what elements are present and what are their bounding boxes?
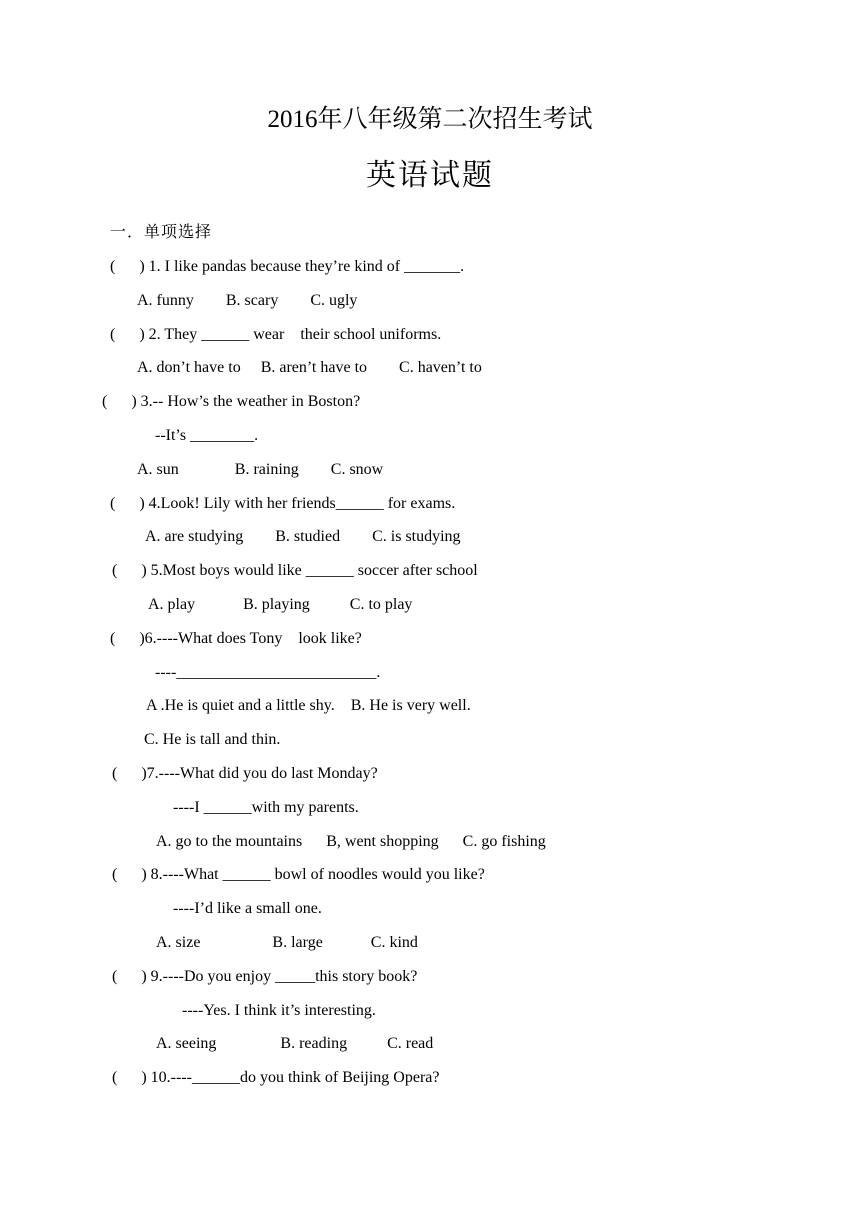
question-8-options: A. size B. large C. kind <box>156 934 418 951</box>
exam-subtitle: 英语试题 <box>366 159 494 192</box>
exam-title: 2016年八年级第二次招生考试 <box>267 106 593 133</box>
question-3-options: A. sun B. raining C. snow <box>137 461 384 478</box>
question-6-stem: ( )6.----What does Tony look like? <box>110 630 362 647</box>
question-5-options: A. play B. playing C. to play <box>148 596 413 613</box>
question-7-options: A. go to the mountains B, went shopping C. go fishing <box>156 833 546 850</box>
question-9-options: A. seeing B. reading C. read <box>156 1035 434 1052</box>
question-1-options: A. funny B. scary C. ugly <box>137 292 358 309</box>
question-9-reply: ----Yes. I think it’s interesting. <box>182 1002 376 1019</box>
question-9-stem: ( ) 9.----Do you enjoy _____this story book? <box>112 968 418 985</box>
question-8-reply: ----I’d like a small one. <box>173 900 322 917</box>
question-2-stem: ( ) 2. They ______ wear their school uniforms. <box>110 326 442 343</box>
question-3-reply: --It’s ________. <box>155 427 259 444</box>
section-heading: 一．单项选择 <box>110 222 213 241</box>
question-6-reply: ----_________________________. <box>155 664 381 681</box>
question-6-options-2: C. He is tall and thin. <box>144 731 281 748</box>
question-1-stem: ( ) 1. I like pandas because they’re kind of _______. <box>110 258 465 275</box>
question-3-stem: ( ) 3.-- How’s the weather in Boston? <box>102 393 361 410</box>
question-7-stem: ( )7.----What did you do last Monday? <box>112 765 378 782</box>
question-8-stem: ( ) 8.----What ______ bowl of noodles would you like? <box>112 866 485 883</box>
question-6-options: A .He is quiet and a little shy. B. He is very well. <box>146 697 471 714</box>
question-5-stem: ( ) 5.Most boys would like ______ soccer after school <box>112 562 478 579</box>
question-10-stem: ( ) 10.----______do you think of Beijing Opera? <box>112 1069 440 1086</box>
question-7-reply: ----I ______with my parents. <box>173 799 359 816</box>
question-4-options: A. are studying B. studied C. is studying <box>145 528 461 545</box>
question-2-options: A. don’t have to B. aren’t have to C. haven’t to <box>137 359 482 376</box>
question-4-stem: ( ) 4.Look! Lily with her friends______ for exams. <box>110 495 456 512</box>
